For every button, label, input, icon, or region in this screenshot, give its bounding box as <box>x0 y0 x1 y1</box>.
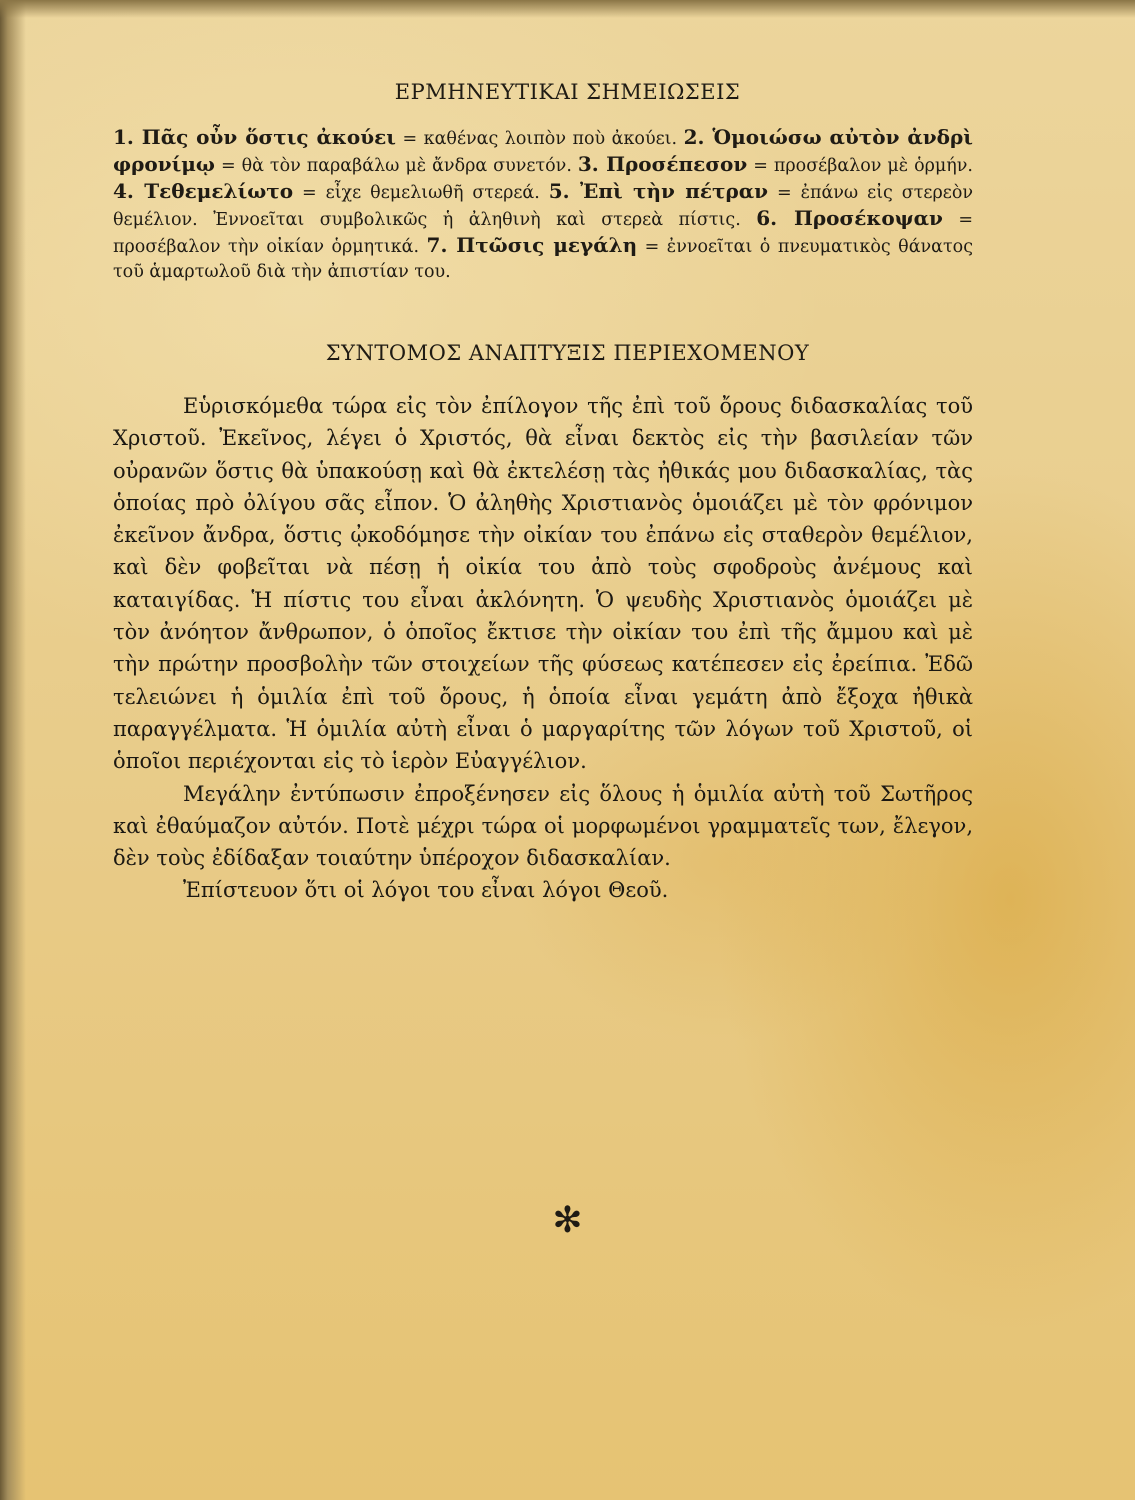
note-term-7: 7. Πτῶσις μεγάλη <box>426 233 638 257</box>
note-term-4: 4. Τεθεμελίωτο <box>113 179 294 203</box>
note-gloss-4: = εἶχε θεμελιωθῆ στερεά. <box>293 183 549 203</box>
summary-paragraph-3: Ἐπίστευον ὅτι οἱ λόγοι του εἶναι λόγοι Θεοῦ. <box>183 878 669 903</box>
note-gloss-6: = προσέβαλον τὴν οἰκίαν ὁρμητικά. <box>113 210 973 257</box>
note-term-2: 2. Ὁμοιώσω αὐτὸν ἀνδρὶ φρονίμῳ <box>113 125 973 176</box>
note-term-1: 1. Πᾶς οὖν ὅστις ἀκούει <box>113 125 396 149</box>
note-gloss-2: = θὰ τὸν παραβάλω μὲ ἄνδρα συνετόν. <box>214 156 578 176</box>
summary-paragraph-2: Μεγάλην ἐντύπωσιν ἐπροξένησεν εἰς ὅλους ἡ ὁμιλία αὐτὴ τοῦ Σωτῆρος καὶ ἐθαύμαζον αὐτόν. Ποτὲ μέχρι τώρα οἱ μορφωμένοι γραμματεῖς των, ἔλεγον, δὲν τοὺς ἐδίδαξαν τοιαύτην ὑπέροχον διδασκαλίαν. <box>113 781 973 871</box>
note-gloss-3: = προσέβαλον μὲ ὁρμήν. <box>747 156 973 176</box>
summary-paragraph-1: Εὑρισκόμεθα τώρα εἰς τὸν ἐπίλογον τῆς ἐπὶ τοῦ ὄρους διδασκαλίας τοῦ Χριστοῦ. Ἐκεῖνος, λέγει ὁ Χριστός, θὰ εἶναι δεκτὸς εἰς τὴν βασιλείαν τῶν οὐρανῶν ὅστις θὰ ὑπακούσῃ καὶ θὰ ἐκτελέσῃ τὰς ἠθικάς μου διδασκαλίας, τὰς ὁποίας πρὸ ὀλίγου σᾶς εἶπον. Ὁ ἀληθὴς Χριστιανὸς ὁμοιάζει μὲ τὸν φρόνιμον ἐκεῖνον ἄνδρα, ὅστις ᾠκοδόμησε τὴν οἰκίαν του ἐπάνω εἰς σταθερὸν θεμέλιον, καὶ δὲν φοβεῖται νὰ πέσῃ ἡ οἰκία του ἀπὸ τοὺς σφοδροὺς ἀνέμους καὶ καταιγίδας. Ἡ πίστις του εἶναι ἀκλόνητη. Ὁ ψευδὴς Χριστιανὸς ὁμοιάζει μὲ τὸν ἀνόητον ἄνθρωπον, ὁ ὁποῖος ἔκτισε τὴν οἰκίαν του ἐπὶ τῆς ἄμμου καὶ μὲ τὴν πρώτην προσβολὴν τῶν στοιχείων τῆς φύσεως κατέπεσεν εἰς ἐρείπια. Ἐδῶ τελειώνει ἡ ὁμιλία ἐπὶ τοῦ ὄρους, ἡ ὁποία εἶναι γεμάτη ἀπὸ ἔξοχα ἠθικὰ παραγγέλματα. Ἡ ὁμιλία αὐτὴ εἶναι ὁ μαργαρίτης τῶν λόγων τοῦ Χριστοῦ, οἱ ὁποῖοι περιέχονται εἰς τὸ ἱερὸν Εὐαγγέλιον. <box>113 394 973 774</box>
note-gloss-1: = καθένας λοιπὸν ποὺ ἀκούει. <box>395 129 684 149</box>
note-term-3: 3. Προσέπεσον <box>577 152 748 176</box>
interpretive-notes <box>113 125 973 285</box>
summary-text <box>113 390 973 907</box>
heading-interpretive-notes: ΕΡΜΗΝΕΥΤΙΚΑΙ ΣΗΜΕΙΩΣΕΙΣ <box>394 80 741 104</box>
note-term-6: 6. Προσέκοψαν <box>756 206 943 230</box>
note-gloss-5: = ἐπάνω εἰς στερεὸν θεμέλιον. Ἐννοεῖται συμβολικῶς ἡ ἀληθινὴ καὶ στερεὰ πίστις. <box>113 183 974 230</box>
note-gloss-7: = ἐννοεῖται ὁ πνευματικὸς θάνατος τοῦ ἁμαρτωλοῦ διὰ τὴν ἀπιστίαν του. <box>113 237 974 282</box>
note-term-5: 5. Ἐπὶ τὴν πέτραν <box>548 179 769 203</box>
heading-content-summary: ΣΥΝΤΟΜΟΣ ΑΝΑΠΤΥΞΙΣ ΠΕΡΙΕΧΟΜΕΝΟΥ <box>325 341 810 365</box>
ornament-asterisk-icon: ✻ <box>552 1200 583 1241</box>
